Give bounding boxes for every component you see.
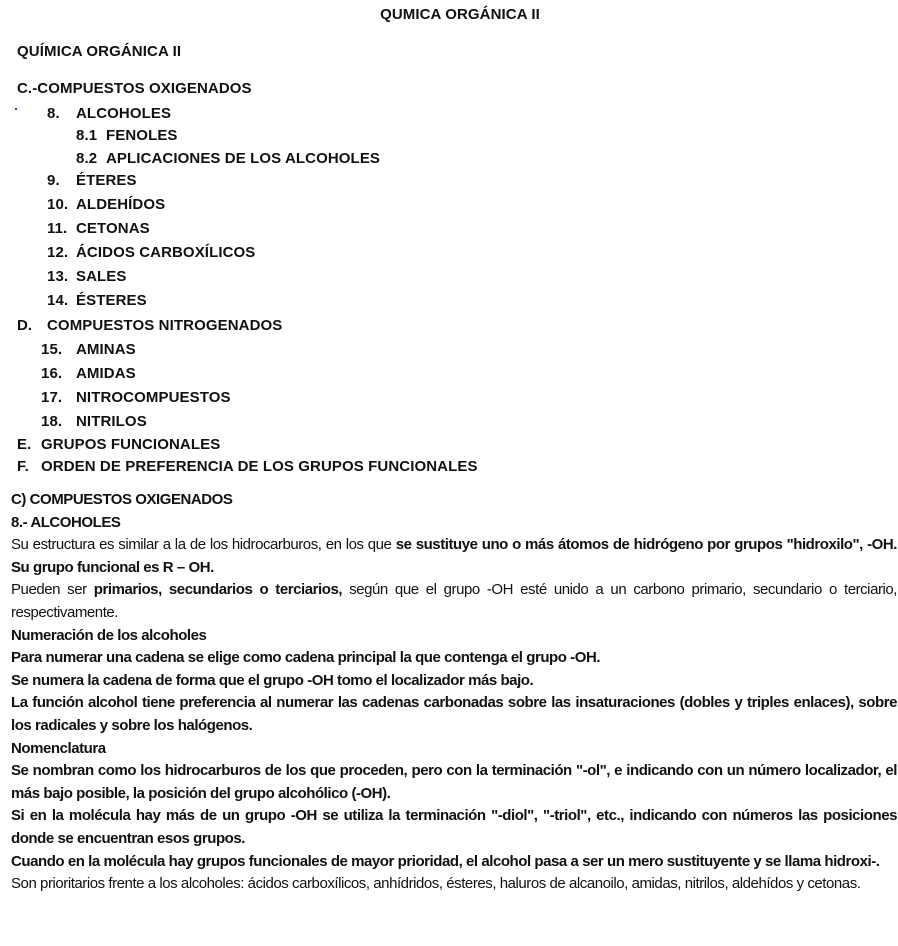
content-body <box>11 489 897 896</box>
toc-item-number: 10. <box>47 196 69 213</box>
numeracion-rule-1: Para numerar una cadena se elige como cadena principal la que contenga el grupo -OH. <box>11 649 601 667</box>
toc-item-17 <box>41 389 231 406</box>
toc-item-label: CETONAS <box>76 220 150 237</box>
toc-item-14 <box>47 292 147 309</box>
toc-item-8 <box>47 105 171 122</box>
toc-item-18 <box>41 413 147 430</box>
bullet-dot <box>15 108 17 110</box>
toc-item-number: 18. <box>41 413 63 430</box>
toc-item-label: FENOLES <box>106 127 178 144</box>
toc-item-number: 13. <box>47 268 69 285</box>
text-run: Pueden ser <box>11 581 94 599</box>
toc-item-number: 11. <box>47 220 68 237</box>
toc-section-label: COMPUESTOS NITROGENADOS <box>47 317 283 334</box>
toc-item-15 <box>41 341 136 358</box>
toc-section-number: D. <box>17 317 33 334</box>
toc-item-number: 8.1 <box>76 127 98 144</box>
toc-heading: QUÍMICA ORGÁNICA II <box>17 43 182 60</box>
paragraph-structure <box>11 534 897 579</box>
toc-item-number: 14. <box>47 292 69 309</box>
section-heading: C) COMPUESTOS OXIGENADOS <box>11 491 233 508</box>
toc-item-8-1 <box>76 127 178 144</box>
numeracion-rule-2: Se numera la cadena de forma que el grupo -OH tomo el localizador más bajo. <box>11 671 534 689</box>
priority-paragraph: Son prioritarios frente a los alcoholes: ácidos carboxílicos, anhídridos, ésteres, haluros de alcanoilo, amidas, nitrilos, aldehídos y cetonas. <box>11 875 861 893</box>
nomenclatura-heading: Nomenclatura <box>11 739 106 757</box>
toc-item-number: 17. <box>41 389 63 406</box>
toc-item-label: ALCOHOLES <box>76 105 172 122</box>
toc-item-label: NITRILOS <box>76 413 147 430</box>
toc-section-label: ORDEN DE PREFERENCIA DE LOS GRUPOS FUNCIONALES <box>41 458 478 475</box>
nomenclatura-rule-2: Si en la molécula hay más de un grupo -OH se utiliza la terminación "-diol", "-triol", etc., indicando con números las posiciones donde se encuentran esos grupos. <box>11 807 897 847</box>
toc-item-number: 9. <box>47 172 60 189</box>
toc-item-16 <box>41 365 136 382</box>
toc-item-11 <box>47 220 150 237</box>
toc-item-number: 8.2 <box>76 150 98 167</box>
numeracion-rule-3: La función alcohol tiene preferencia al numerar las cadenas carbonadas sobre las insaturaciones (dobles y triples enlaces), sobre los radicales y sobre los halógenos. <box>11 694 897 734</box>
subsection-heading: 8.- ALCOHOLES <box>11 513 121 531</box>
toc-item-number: 12. <box>47 244 69 261</box>
toc-item-label: ÉTERES <box>76 172 137 189</box>
toc-item-label: AMINAS <box>76 341 136 358</box>
toc-section-d <box>17 317 282 334</box>
numeracion-heading: Numeración de los alcoholes <box>11 626 207 644</box>
toc-item-label: AMIDAS <box>76 365 136 382</box>
toc-item-label: ÉSTERES <box>76 292 147 309</box>
text-run: Su estructura es similar a la de los hidrocarburos, en los que <box>11 536 396 554</box>
toc-item-number: 16. <box>41 365 63 382</box>
toc-item-9 <box>47 172 137 189</box>
paragraph-types <box>11 579 897 624</box>
toc-section-c: C.-COMPUESTOS OXIGENADOS <box>17 80 252 97</box>
toc-item-label: NITROCOMPUESTOS <box>76 389 231 406</box>
toc-section-e <box>17 436 220 453</box>
toc-item-number: 8. <box>47 105 60 122</box>
toc-section-number: F. <box>17 458 29 475</box>
text-run: según que el grupo -OH esté unido a un carbono primario, secundario o terciario, respectivamente. <box>11 581 897 621</box>
toc-item-label: ÁCIDOS CARBOXÍLICOS <box>76 244 256 261</box>
toc-item-10 <box>47 196 165 213</box>
document-title: QUMICA ORGÁNICA II <box>380 6 540 23</box>
toc-item-label: SALES <box>76 268 127 285</box>
text-run-bold: se sustituye uno o más átomos de hidrógeno por grupos "hidroxilo", -OH. Su grupo funcional es R – OH. <box>11 536 897 576</box>
toc-item-13 <box>47 268 127 285</box>
toc-item-12 <box>47 244 255 261</box>
toc-section-number: E. <box>17 436 32 453</box>
text-run-bold: primarios, secundarios o terciarios, <box>93 581 343 599</box>
toc-section-f <box>17 458 478 475</box>
toc-item-number: 15. <box>41 341 63 358</box>
toc-section-label: GRUPOS FUNCIONALES <box>41 436 221 453</box>
nomenclatura-rule-1: Se nombran como los hidrocarburos de los que proceden, pero con la terminación "-ol", e indicando con un número localizador, el más bajo posible, la posición del grupo alcohólico (-OH). <box>11 762 897 802</box>
toc-item-8-2 <box>76 150 380 167</box>
toc-item-label: ALDEHÍDOS <box>76 196 166 213</box>
toc-item-label: APLICACIONES DE LOS ALCOHOLES <box>106 150 381 167</box>
nomenclatura-rule-3: Cuando en la molécula hay grupos funcionales de mayor prioridad, el alcohol pasa a ser un mero sustituyente y se llama hidroxi-. <box>11 852 880 870</box>
